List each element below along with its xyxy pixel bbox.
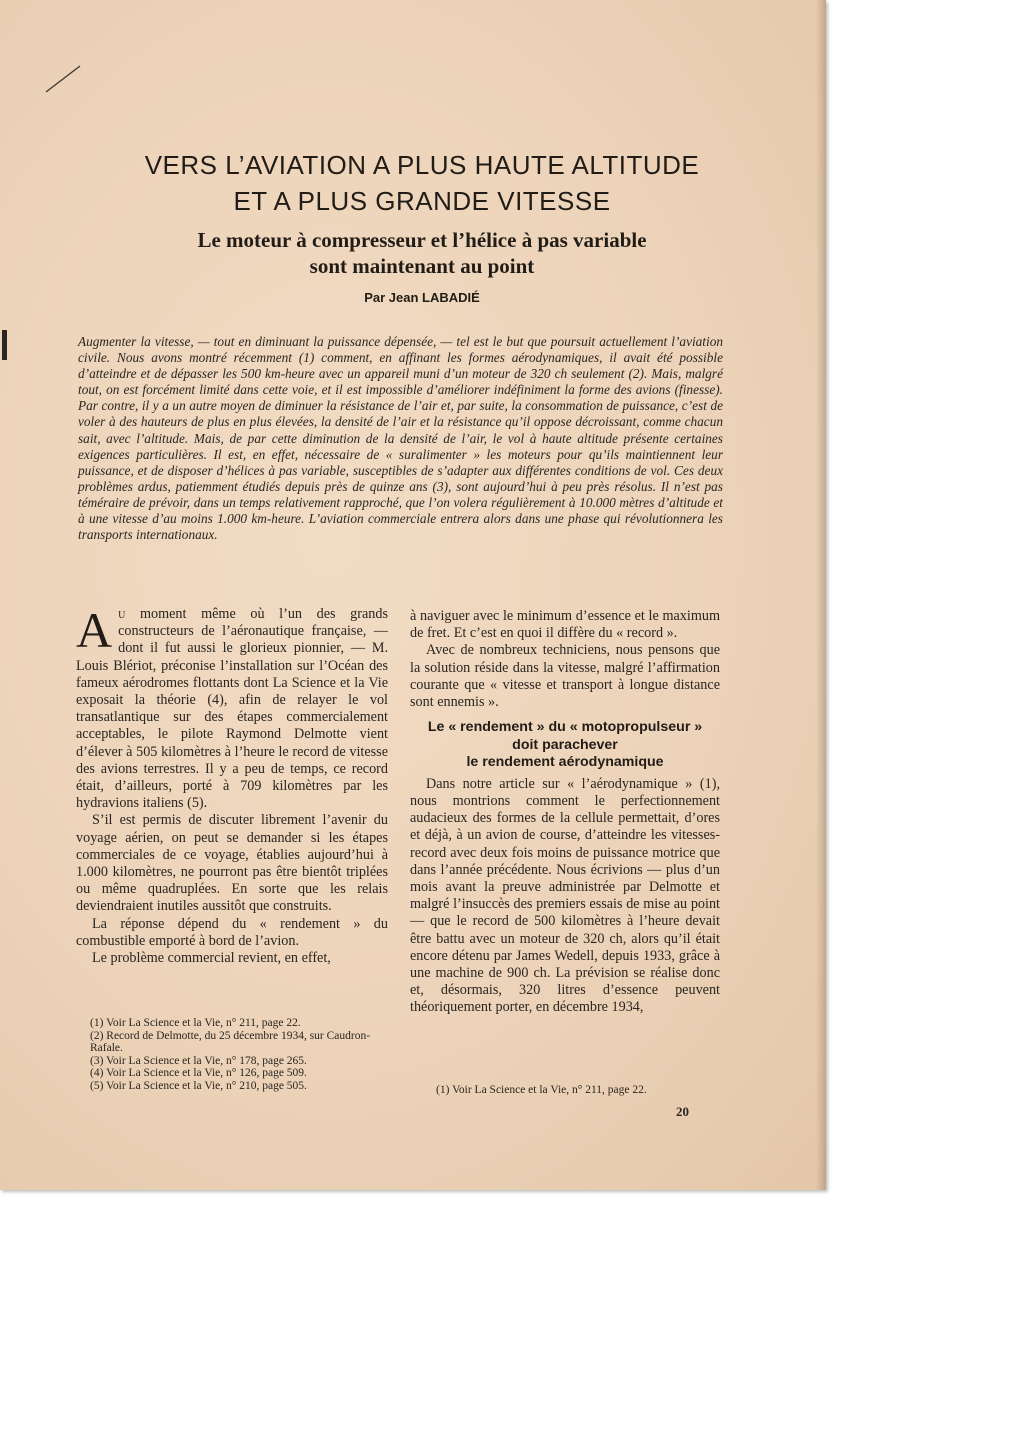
- paragraph: Avec de nombreux techniciens, nous pensons que la solution réside dans la vitesse, malgré l’affirmation courante que « vitesse et transport à longue distance sont ennemis ».: [410, 642, 720, 711]
- column-left: [76, 602, 388, 967]
- section-heading: [410, 719, 720, 772]
- paragraph: Le problème commercial revient, en effet,: [92, 950, 331, 967]
- column-right: [410, 608, 720, 1017]
- paragraph: [76, 602, 388, 812]
- footnotes-right: [422, 1084, 722, 1097]
- article-title-line-1: VERS L’AVIATION A PLUS HAUTE ALTITUDE: [144, 150, 700, 180]
- footnotes-left: [76, 1017, 388, 1093]
- paragraph: La réponse dépend du « rendement » du combustible emporté à bord de l’avion.: [76, 915, 388, 949]
- paragraph: S’il est permis de discuter librement l’avenir du voyage aérien, on peut se demander si les étapes commerciales de ce voyage, établies aujourd’hui à 1.000 kilomètres, ne pourront pas être bientôt triplées ou même quadruplées. En sorte que les relais deviendraient inutiles aussitôt que construits.: [76, 812, 388, 915]
- subtitle-line-1: Le moteur à compresseur et l’hélice à pas variable: [197, 228, 647, 252]
- footnote: (5) Voir La Science et la Vie, n° 210, page 505.: [90, 1079, 307, 1092]
- section-heading-line: doit parachever: [512, 736, 618, 753]
- section-heading-line: Le « rendement » du « motopropulseur »: [427, 719, 703, 736]
- footnote: (2) Record de Delmotte, du 25 décembre 1934, sur Caudron-Rafale.: [90, 1029, 371, 1055]
- paragraph: Dans notre article sur « l’aérodynamique » (1), nous montrions comment le perfectionnement audacieux des formes de la cellule permettait, d’ores et déjà, à un avion de course, d’atteindre les vitesses-record avec deux fois moins de puissance motrice que dans l’année précédente. Nous écrivions — plus d’un mois avant la preuve administrée par Delmotte et malgré l’insuccès des premiers essais de mise au point — que le record de 500 kilomètres à l’heure devait être battu avec un moteur de 320 ch, alors qu’il était encore détenu par James Wedell, depuis 1933, grâce à une machine de 900 ch. La prévision se réalise donc et, désormais, 320 litres d’essence peuvent théoriquement porter, en décembre 1934,: [410, 775, 720, 1016]
- byline: Par Jean LABADIÉ: [364, 290, 480, 305]
- subtitle-line-2: sont maintenant au point: [309, 254, 535, 278]
- drop-cap: A: [76, 602, 113, 658]
- paragraph: à naviguer avec le minimum d’essence et le maximum de fret. Et c’est en quoi il diffère du « record ».: [410, 608, 720, 642]
- footnote: (1) Voir La Science et la Vie, n° 211, page 22.: [90, 1017, 301, 1029]
- article-subtitle: [80, 227, 764, 279]
- footnote: (1) Voir La Science et la Vie, n° 211, page 22.: [436, 1084, 647, 1096]
- footnote: (4) Voir La Science et la Vie, n° 126, page 509.: [90, 1067, 307, 1080]
- paragraph-lead: u: [118, 606, 126, 622]
- paragraph-text: moment même où l’un des grands constructeurs de l’aéronautique française, — dont il fut aussi le glorieux pionnier, — M. Louis Blériot, préconise l’installation sur l’Océan des fameux aérodromes flottants dont La Science et la Vie exposait la théorie (4), afin de relayer le vol transatlantique sur des étapes commercialement acceptables, le pilote Raymond Delmotte vient d’élever à 505 kilomètres à l’heure le record de vitesse des avions terrestres. Il y a peu de temps, ce record était, d’ailleurs, porté à 709 kilomètres par les hydravions italiens (5).: [76, 606, 388, 812]
- page-number: 20: [676, 1104, 689, 1119]
- section-heading-line: le rendement aérodynamique: [466, 754, 664, 771]
- binding-mark: [2, 330, 7, 360]
- footnote: (3) Voir La Science et la Vie, n° 178, page 265.: [90, 1054, 307, 1067]
- article-title-line-2: ET A PLUS GRANDE VITESSE: [233, 186, 611, 216]
- intro-paragraph: Augmenter la vitesse, — tout en diminuant la puissance dépensée, — tel est le but que poursuit actuellement l’aviation civile. Nous avons montré récemment (1) comment, en affinant les formes aérodynamiques, il avait été possible d’atteindre et de dépasser les 500 km-heure avec un appareil muni d’un moteur de 320 ch seulement (2). Mais, malgré tout, on est forcément limité dans cette voie, et il est impossible d’améliorer indéfiniment la forme des avions (finesse). Par contre, il y a un autre moyen de diminuer la résistance de l’air et, par suite, la consommation de puissance, c’est de voler à des hauteurs de plus en plus élevées, la densité de l’air et la résistance qu’il oppose décroissant, comme chacun sait, avec l’altitude. Mais, de par cette diminution de la densité de l’air, le vol à haute altitude présente certaines exigences particulières. Il est, en effet, nécessaire de « suralimenter » les moteurs pour qu’ils maintiennent leur puissance, et de disposer d’hélices à pas variable, susceptibles de s’adapter aux différentes conditions de vol. Ces deux problèmes ardus, patiemment étudiés depuis près de quinze ans (3), sont aujourd’hui à peu près résolus. Il n’est pas téméraire de prévoir, dans un temps relativement rapproché, que l’on volera régulièrement à 10.000 mètres d’altitude et à une vitesse d’au moins 1.000 km-heure. L’aviation commerciale entrera alors dans une phase qui révolutionnera les transports internationaux.: [78, 334, 723, 543]
- pencil-mark-icon: [44, 62, 84, 96]
